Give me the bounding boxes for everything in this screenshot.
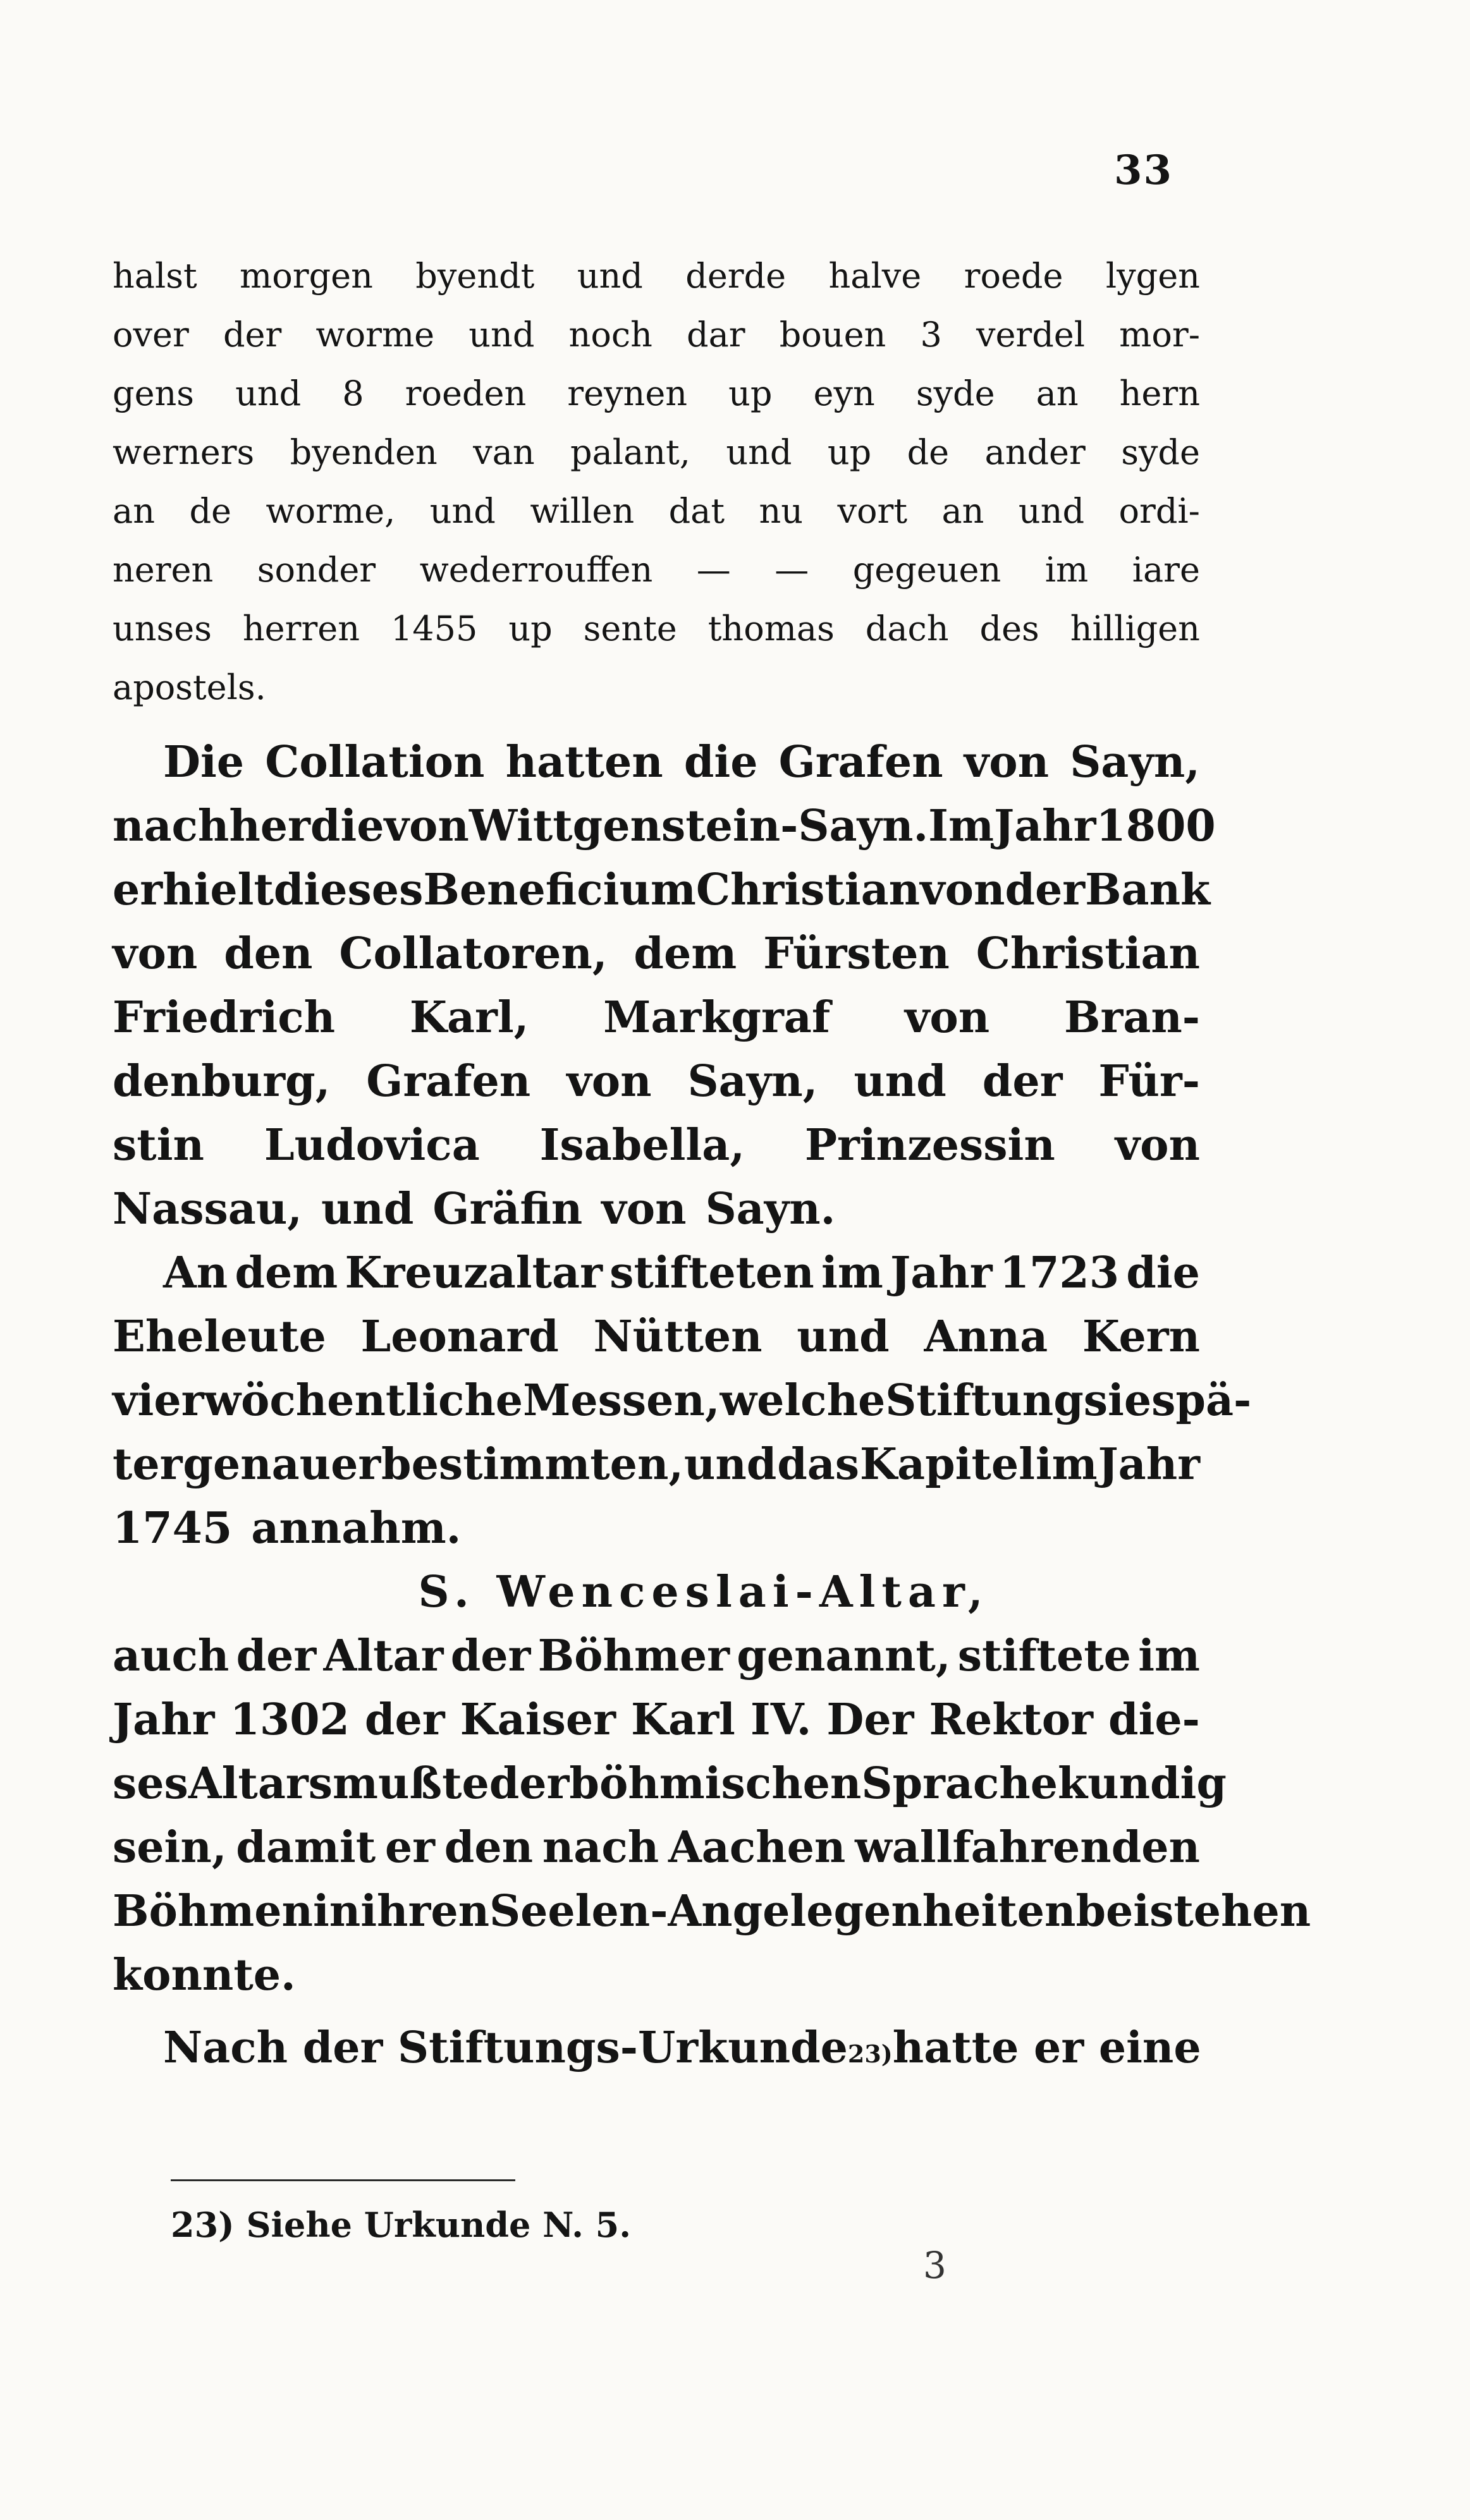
word: roede [964, 256, 1063, 296]
word: nu [759, 491, 804, 531]
word: 1800 [1096, 801, 1216, 851]
word: des [979, 609, 1039, 648]
word: de [189, 491, 231, 531]
word: Kapitel [859, 1439, 1035, 1490]
word: Jahr [113, 1695, 215, 1745]
word: sie [1083, 1375, 1152, 1426]
word: und [469, 315, 535, 355]
text-line [113, 794, 1216, 858]
text-line [113, 540, 1200, 599]
word: dach [865, 609, 949, 648]
word: apostels. [113, 667, 266, 707]
word: und [683, 1439, 777, 1490]
word: Collatoren, [339, 928, 608, 979]
word: von [384, 801, 469, 851]
word: byenden [290, 432, 438, 472]
word: eyn [813, 374, 875, 413]
word: Karl, [409, 992, 529, 1043]
text-line [113, 1241, 1200, 1305]
word: worme [315, 315, 435, 355]
word: stin [113, 1120, 204, 1171]
word: morgen [240, 256, 373, 296]
word: hern [1119, 374, 1200, 413]
word: an [1036, 374, 1079, 413]
text-line [113, 1688, 1200, 1752]
word: palant, [570, 432, 690, 472]
word: damit [236, 1822, 376, 1873]
word: over [113, 315, 189, 355]
word: Eheleute [113, 1312, 326, 1362]
word: im [1044, 550, 1089, 590]
word: annahm. [251, 1503, 462, 1554]
word: verdel [976, 315, 1086, 355]
word: böhmischen [569, 1758, 862, 1809]
word: herren [242, 609, 360, 648]
word: und [854, 1056, 946, 1107]
text-line [113, 1305, 1200, 1369]
word: und [726, 432, 792, 472]
word: der [489, 1758, 570, 1809]
word: 8 [342, 374, 364, 413]
word: im [1035, 1439, 1098, 1490]
text-line [113, 1752, 1227, 1816]
word: Gräfin [432, 1184, 583, 1234]
footnote-rule [171, 2179, 515, 2181]
word: spä- [1151, 1375, 1252, 1426]
word: von [920, 865, 1005, 915]
word: Böhmen [113, 1886, 313, 1937]
word: noch [568, 315, 652, 355]
word: dar [687, 315, 745, 355]
word: im [1138, 1631, 1200, 1681]
text-line-with-footnote: Nach der Stiftungs-Urkunde 23) hatte er eine [113, 2016, 1200, 2080]
word: Messen, [523, 1375, 720, 1426]
word: von [964, 737, 1050, 788]
text-line [113, 1497, 1200, 1561]
word: genannt, [737, 1631, 951, 1681]
word: die- [1108, 1695, 1200, 1745]
text-line [113, 599, 1200, 658]
word: Leonard [360, 1312, 559, 1362]
word: der [1005, 865, 1086, 915]
word: 1455 [390, 609, 478, 648]
word: und [429, 491, 496, 531]
word: Seelen-Angelegenheiten [489, 1886, 1076, 1937]
word: IV. [750, 1695, 812, 1745]
word: derde [685, 256, 787, 296]
word: van [473, 432, 535, 472]
word: wallfahrenden [855, 1822, 1200, 1873]
word: den [224, 928, 313, 979]
word: Grafen [778, 737, 943, 788]
word: Friedrich [113, 992, 336, 1043]
text-line [113, 1880, 1311, 1944]
word: An [163, 1248, 228, 1298]
word: syde [916, 374, 995, 413]
word: der [450, 1631, 531, 1681]
word: kundig [1058, 1758, 1227, 1809]
word: bouen [779, 315, 886, 355]
word: iare [1132, 550, 1200, 590]
word: Jahr [890, 1248, 993, 1298]
word: halve [828, 256, 922, 296]
word: die [683, 737, 758, 788]
word: Im [928, 801, 994, 851]
text-line [113, 1433, 1200, 1497]
word: up [827, 432, 872, 472]
word: Sprache [861, 1758, 1058, 1809]
word: sein, [113, 1822, 227, 1873]
word: Nassau, [113, 1184, 302, 1234]
word: konnte. [113, 1950, 296, 2000]
word: Ludovica [264, 1120, 480, 1171]
word: — [775, 550, 809, 590]
word: Böhmer [537, 1631, 730, 1681]
text-line [113, 731, 1200, 794]
word: und [235, 374, 302, 413]
word: der [364, 1695, 445, 1745]
word: Christian [976, 928, 1200, 979]
word: bestimmten, [381, 1439, 684, 1490]
word: erhielt [113, 865, 274, 915]
word: welche [720, 1375, 886, 1426]
word: de [907, 432, 950, 472]
signature-mark: 3 [923, 2244, 946, 2287]
footnote: 23) Siehe Urkunde N. 5. [171, 2205, 632, 2245]
word: 3 [920, 315, 942, 355]
word: die [1126, 1248, 1200, 1298]
word: ander [984, 432, 1086, 472]
page-number: 33 [1113, 147, 1173, 194]
word: in [312, 1886, 361, 1937]
word: Sayn, [1070, 737, 1200, 788]
text-line [113, 1369, 1252, 1433]
word: Kern [1082, 1312, 1200, 1362]
word: genauer [183, 1439, 381, 1490]
word: syde [1121, 432, 1200, 472]
word: neren [113, 550, 214, 590]
word: — [696, 550, 731, 590]
word: Jahr [993, 801, 1096, 851]
text-line [113, 1050, 1200, 1114]
word: Der [826, 1695, 914, 1745]
text-line [113, 1114, 1200, 1178]
word: Kaiser [460, 1695, 616, 1745]
word: 1723 [999, 1248, 1120, 1298]
text-line [113, 986, 1200, 1050]
word: halst [113, 256, 197, 296]
word: gegeuen [852, 550, 1001, 590]
text-line [113, 1178, 1200, 1241]
word: an [113, 491, 155, 531]
word: thomas [707, 609, 835, 648]
word: willen [530, 491, 635, 531]
text-line [113, 1816, 1200, 1880]
word: wederrouffen [419, 550, 653, 590]
text-line [113, 1944, 1200, 2007]
word: beistehen [1075, 1886, 1311, 1937]
word: mußte [333, 1758, 489, 1809]
word: Nütten [593, 1312, 763, 1362]
word: von [113, 928, 198, 979]
word: ihren [360, 1886, 490, 1937]
word: Für- [1098, 1056, 1200, 1107]
word: stiftete [957, 1631, 1131, 1681]
body-text [113, 247, 1311, 2080]
word: up [508, 609, 553, 648]
word: Sayn, [687, 1056, 818, 1107]
word: und [321, 1184, 414, 1234]
word: sonder [257, 550, 376, 590]
word: up [728, 374, 773, 413]
word: von [1115, 1120, 1200, 1171]
word: er [384, 1822, 435, 1873]
word: sente [583, 609, 677, 648]
word: die [310, 801, 384, 851]
word: Jahr [1098, 1439, 1200, 1490]
word: der [982, 1056, 1063, 1107]
word: Altar [323, 1631, 444, 1681]
word: Christian [695, 865, 921, 915]
word: vier [113, 1375, 204, 1426]
word: ter [113, 1439, 183, 1490]
word: der [223, 315, 282, 355]
word: Bank [1085, 865, 1211, 915]
word: Rektor [929, 1695, 1093, 1745]
word: Kreuzaltar [345, 1248, 603, 1298]
word: von [904, 992, 990, 1043]
word: Prinzessin [804, 1120, 1055, 1171]
word: Anna [924, 1312, 1048, 1362]
word: ses [113, 1758, 188, 1809]
word: und [1018, 491, 1085, 531]
word: Karl [631, 1695, 735, 1745]
word: Stiftung [885, 1375, 1084, 1426]
word: Aachen [668, 1822, 846, 1873]
text-line [113, 922, 1200, 986]
word: werners [113, 432, 255, 472]
word: an [941, 491, 984, 531]
word: roeden [405, 374, 527, 413]
word: Die [163, 737, 245, 788]
word: Wittgenstein-Sayn. [469, 801, 929, 851]
text-line [113, 858, 1211, 922]
word: gens [113, 374, 195, 413]
word: dat [668, 491, 725, 531]
text-line [113, 305, 1200, 364]
word: unses [113, 609, 212, 648]
word: Beneficium [423, 865, 696, 915]
word: im [821, 1248, 883, 1298]
text-line [113, 364, 1200, 423]
word: reynen [567, 374, 688, 413]
word: nachher [113, 801, 310, 851]
text-line [113, 1624, 1200, 1688]
word: stifteten [609, 1248, 814, 1298]
text-segment: hatte er eine [892, 2023, 1201, 2073]
word: 1302 [230, 1695, 350, 1745]
word: von [601, 1184, 687, 1234]
word: mor- [1119, 315, 1200, 355]
word: dieses [273, 865, 424, 915]
word: von [567, 1056, 652, 1107]
word: lygen [1105, 256, 1200, 296]
word: und [577, 256, 643, 296]
word: das [777, 1439, 860, 1490]
word: wöchentliche [204, 1375, 524, 1426]
text-line [113, 658, 1200, 717]
word: Grafen [366, 1056, 531, 1107]
word: Altars [188, 1758, 333, 1809]
word: 1745 [113, 1503, 233, 1554]
word: dem [235, 1248, 338, 1298]
word: denburg, [113, 1056, 331, 1107]
word: Markgraf [603, 992, 831, 1043]
word: ordi- [1118, 491, 1200, 531]
word: dem [634, 928, 737, 979]
word: vort [837, 491, 908, 531]
word: nach [542, 1822, 659, 1873]
word: byendt [415, 256, 535, 296]
text-line [113, 423, 1200, 482]
text-line [113, 482, 1200, 540]
word: Fürsten [763, 928, 950, 979]
text-segment: Nach der Stiftungs-Urkunde [163, 2023, 848, 2073]
word: und [797, 1312, 890, 1362]
text-line [113, 247, 1200, 305]
word: den [444, 1822, 534, 1873]
word: worme, [266, 491, 396, 531]
word: hilligen [1070, 609, 1200, 648]
section-heading: S. Wenceslai-Altar, [418, 1567, 989, 1617]
word: Bran- [1063, 992, 1200, 1043]
word: Isabella, [539, 1120, 745, 1171]
word: der [236, 1631, 317, 1681]
word: hatten [505, 737, 663, 788]
word: Collation [265, 737, 485, 788]
word: auch [113, 1631, 230, 1681]
word: Sayn. [705, 1184, 836, 1234]
